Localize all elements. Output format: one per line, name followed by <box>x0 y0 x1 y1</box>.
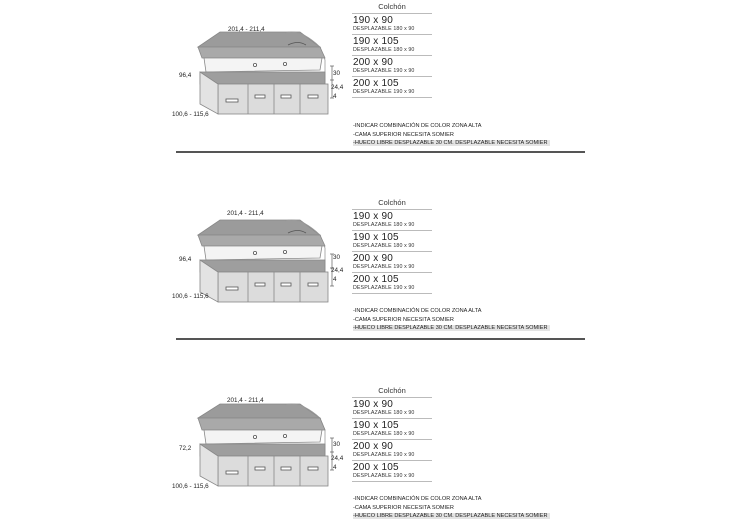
mattress-header: Colchón <box>352 384 432 398</box>
option-desc: DESPLAZABLE 180 x 90 <box>353 222 415 228</box>
mattress-option <box>352 231 432 252</box>
section-divider <box>176 338 585 340</box>
option-size: 190 x 90 <box>353 211 393 222</box>
note-highlight: -HUECO LIBRE DESPLAZABLE 30 CM. DESPLAZABLE NECESITA SOMIER <box>353 325 548 331</box>
dimension-height: 96,4 <box>179 256 192 263</box>
dimension-drawer-height: 24,4 <box>331 267 344 274</box>
mattress-options <box>352 0 432 98</box>
option-desc: DESPLAZABLE 180 x 90 <box>353 410 415 416</box>
dimension-drawer-base: 4 <box>333 93 337 100</box>
option-desc: DESPLAZABLE 180 x 90 <box>353 26 415 32</box>
mattress-options <box>352 196 432 294</box>
mattress-option <box>352 273 432 294</box>
mattress-option <box>352 14 432 35</box>
mattress-header: Colchón <box>352 0 432 14</box>
option-desc: DESPLAZABLE 190 x 90 <box>353 452 415 458</box>
dimension-depth: 100,6 - 115,6 <box>172 483 209 490</box>
notes <box>353 495 550 521</box>
option-size: 190 x 90 <box>353 15 393 26</box>
mattress-options <box>352 384 432 482</box>
dimension-drawer-height: 24,4 <box>331 455 344 462</box>
option-size: 200 x 90 <box>353 253 393 264</box>
section-divider <box>176 151 585 153</box>
dimension-height: 72,2 <box>179 445 192 452</box>
note-highlight: -HUECO LIBRE DESPLAZABLE 30 CM. DESPLAZABLE NECESITA SOMIER <box>353 140 548 146</box>
note-item <box>353 324 550 333</box>
mattress-option <box>352 461 432 482</box>
dimension-width: 201,4 - 211,4 <box>227 210 264 217</box>
note-item: -INDICAR COMBINACIÓN DE COLOR ZONA ALTA <box>353 308 482 314</box>
note-item: -INDICAR COMBINACIÓN DE COLOR ZONA ALTA <box>353 123 482 129</box>
option-desc: DESPLAZABLE 190 x 90 <box>353 264 415 270</box>
mattress-option <box>352 77 432 98</box>
mattress-option <box>352 398 432 419</box>
dimension-drawer-base: 4 <box>333 464 337 471</box>
option-size: 200 x 90 <box>353 57 393 68</box>
mattress-option <box>352 419 432 440</box>
option-size: 190 x 105 <box>353 36 399 47</box>
mattress-option <box>352 252 432 273</box>
dimension-height: 96,4 <box>179 72 192 79</box>
option-size: 200 x 90 <box>353 441 393 452</box>
notes <box>353 122 550 148</box>
option-size: 190 x 105 <box>353 420 399 431</box>
mattress-option <box>352 210 432 231</box>
option-size: 200 x 105 <box>353 274 399 285</box>
option-desc: DESPLAZABLE 180 x 90 <box>353 243 415 249</box>
dimension-drawer-base: 4 <box>333 276 337 283</box>
option-desc: DESPLAZABLE 190 x 90 <box>353 89 415 95</box>
option-desc: DESPLAZABLE 190 x 90 <box>353 285 415 291</box>
option-desc: DESPLAZABLE 190 x 90 <box>353 68 415 74</box>
note-item <box>353 139 550 148</box>
mattress-option <box>352 35 432 56</box>
option-size: 190 x 90 <box>353 399 393 410</box>
notes <box>353 307 550 333</box>
dimension-drawer-gap: 30 <box>333 70 341 77</box>
note-item: -INDICAR COMBINACIÓN DE COLOR ZONA ALTA <box>353 496 482 502</box>
note-highlight: -HUECO LIBRE DESPLAZABLE 30 CM. DESPLAZABLE NECESITA SOMIER <box>353 513 548 519</box>
dimension-width: 201,4 - 211,4 <box>228 26 265 33</box>
mattress-header: Colchón <box>352 196 432 210</box>
dimension-width: 201,4 - 211,4 <box>227 397 264 404</box>
note-item <box>353 512 550 521</box>
option-size: 190 x 105 <box>353 232 399 243</box>
note-item: -CAMA SUPERIOR NECESITA SOMIER <box>353 131 454 138</box>
dimension-drawer-height: 24,4 <box>331 84 344 91</box>
option-desc: DESPLAZABLE 180 x 90 <box>353 431 415 437</box>
note-item: -CAMA SUPERIOR NECESITA SOMIER <box>353 504 454 511</box>
option-size: 200 x 105 <box>353 78 399 89</box>
mattress-option <box>352 56 432 77</box>
option-desc: DESPLAZABLE 180 x 90 <box>353 47 415 53</box>
dimension-drawer-gap: 30 <box>333 254 341 261</box>
note-item: -CAMA SUPERIOR NECESITA SOMIER <box>353 316 454 323</box>
dimension-drawer-gap: 30 <box>333 441 341 448</box>
dimension-depth: 100,6 - 115,6 <box>172 293 209 300</box>
option-size: 200 x 105 <box>353 462 399 473</box>
mattress-option <box>352 440 432 461</box>
option-desc: DESPLAZABLE 190 x 90 <box>353 473 415 479</box>
dimension-depth: 100,6 - 115,6 <box>172 111 209 118</box>
